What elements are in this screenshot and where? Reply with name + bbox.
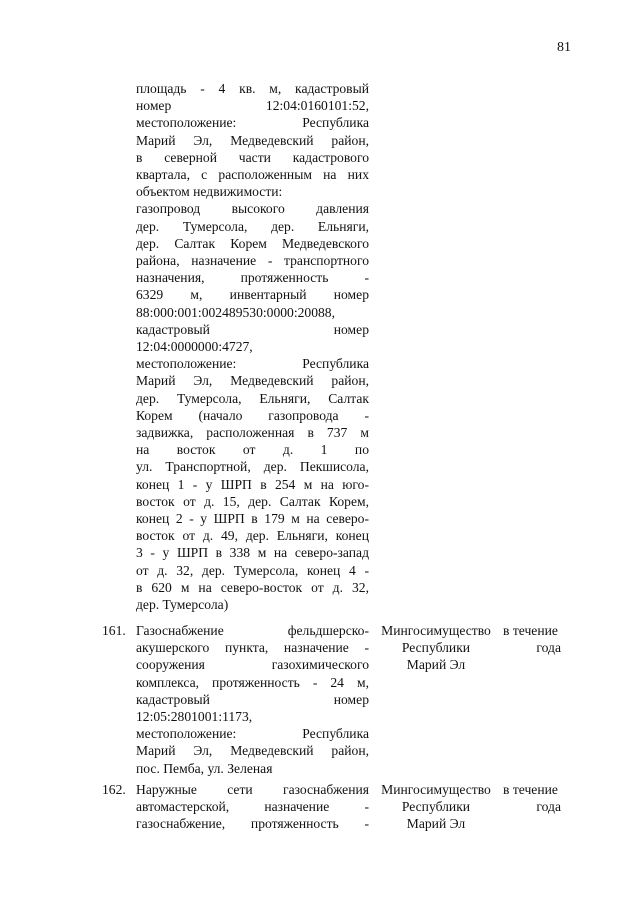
- entry-term-line: в течение: [503, 623, 558, 638]
- entry-description-line: Наружные сети газоснабжения: [136, 782, 369, 797]
- continuation-line: местоположение: Республика: [136, 356, 369, 372]
- entry-organization-line: Мингосимущество: [381, 782, 491, 797]
- entry-description-line: местоположение: Республика: [136, 726, 369, 742]
- entry-number: 161.: [102, 623, 126, 638]
- entry-organization-line: Республики: [401, 640, 471, 656]
- continuation-line: конец 2 - у ШРП в 179 м на северо-: [136, 511, 369, 526]
- continuation-line: Марий Эл, Медведевский район,: [136, 132, 369, 148]
- continuation-line: в северной части кадастрового: [136, 149, 369, 165]
- entry-number: 162.: [102, 782, 126, 797]
- entry-description-line: Марий Эл, Медведевский район,: [136, 743, 369, 759]
- page-number: 81: [557, 40, 571, 55]
- continuation-line: Марий Эл, Медведевский район,: [136, 373, 369, 389]
- entry-term-line: в течение: [503, 782, 558, 797]
- continuation-line: местоположение: Республика: [136, 115, 369, 131]
- continuation-line: на восток от д. 1 по: [136, 442, 369, 458]
- entry-organization-line: Мингосимущество: [381, 623, 491, 638]
- entry-description-line: пос. Пемба, ул. Зеленая: [136, 760, 273, 776]
- continuation-line: Корем (начало газопровода -: [136, 407, 369, 423]
- continuation-line: квартала, с расположенным на них: [136, 167, 369, 182]
- entry-organization-line: Марий Эл: [406, 657, 466, 673]
- continuation-line: дер. Тумерсола): [136, 597, 229, 612]
- entry-term-line: года: [536, 799, 561, 815]
- continuation-line: 88:000:001:002489530:0000:20088,: [136, 304, 336, 320]
- continuation-line: от д. 32, дер. Тумерсола, конец 4 -: [136, 562, 369, 578]
- continuation-line: конец 1 - у ШРП в 254 м на юго-: [136, 476, 369, 492]
- entry-description-line: комплекса, протяженность - 24 м,: [136, 674, 369, 690]
- entry-organization-line: Республики: [401, 799, 471, 815]
- entry-organization-line: Марий Эл: [406, 816, 466, 832]
- continuation-line: газопровод высокого давления: [136, 201, 369, 217]
- continuation-line: площадь - 4 кв. м, кадастровый: [136, 81, 369, 96]
- continuation-line: номер 12:04:0160101:52,: [136, 98, 369, 114]
- entry-description-line: акушерского пункта, назначение -: [136, 640, 369, 656]
- continuation-line: дер. Салтак Корем Медведевского: [136, 235, 369, 251]
- entry-description-line: кадастровый номер: [136, 691, 369, 707]
- entry-description-line: сооружения газохимического: [136, 657, 369, 673]
- continuation-line: кадастровый номер: [136, 321, 369, 337]
- continuation-line: 6329 м, инвентарный номер: [136, 287, 369, 303]
- entry-description-line: автомастерской, назначение -: [136, 799, 369, 815]
- continuation-line: ул. Транспортной, дер. Пекшисола,: [136, 459, 369, 475]
- continuation-line: восток от д. 49, дер. Ельняги, конец: [136, 528, 369, 544]
- continuation-line: назначения, протяженность -: [136, 270, 369, 286]
- continuation-line: 12:04:0000000:4727,: [136, 339, 253, 354]
- continuation-line: в 620 м на северо-восток от д. 32,: [136, 579, 369, 595]
- continuation-line: восток от д. 15, дер. Салтак Корем,: [136, 493, 369, 509]
- continuation-line: объектом недвижимости:: [136, 184, 283, 200]
- entry-term-line: года: [536, 640, 561, 656]
- continuation-line: задвижка, расположенная в 737 м: [136, 425, 369, 440]
- continuation-line: 3 - у ШРП в 338 м на северо-запад: [136, 545, 369, 561]
- continuation-line: дер. Тумерсола, дер. Ельняги,: [136, 218, 369, 234]
- entry-description-line: 12:05:2801001:1173,: [136, 709, 253, 724]
- entry-description-line: газоснабжение, протяженность -: [136, 816, 369, 832]
- continuation-line: района, назначение - транспортного: [136, 253, 369, 268]
- entry-description-line: Газоснабжение фельдшерско-: [136, 623, 369, 638]
- continuation-line: дер. Тумерсола, Ельняги, Салтак: [136, 390, 369, 406]
